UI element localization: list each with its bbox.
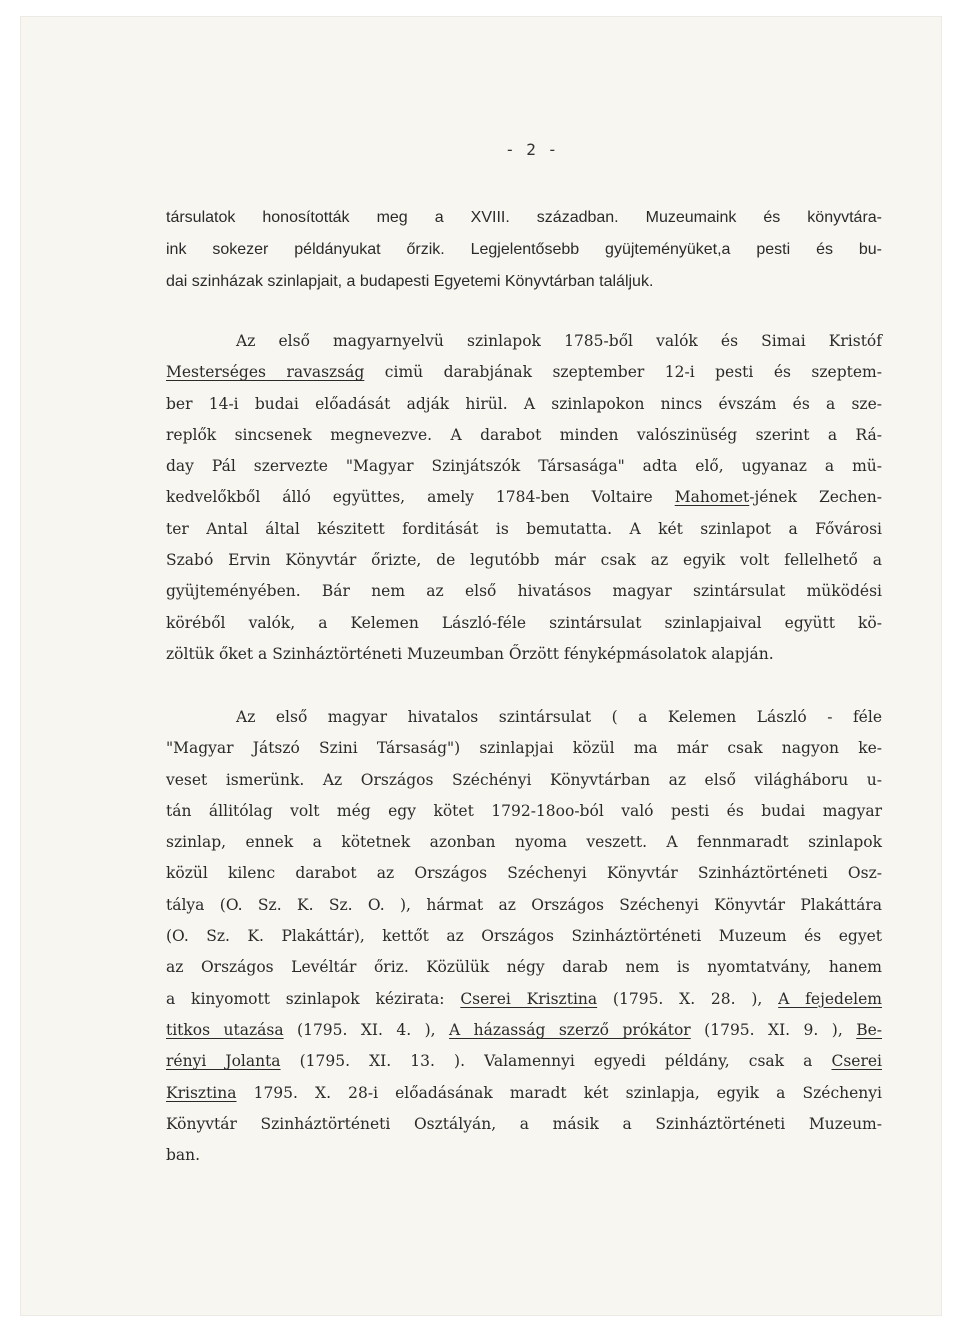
text-line: dai szinházak szinlapjait, a budapesti Egyetemi Könyvtárban találjuk.: [166, 273, 654, 290]
paragraph-1: [166, 202, 882, 298]
play-title-underlined: A házasság szerző prókátor: [449, 1020, 691, 1039]
play-title-underlined: A fejedelem: [778, 989, 882, 1008]
text-line: közül kilenc darabot az Országos Széchenyi Könyvtár Szinháztörténeti Osz-: [166, 864, 882, 883]
text-line: Könyvtár Szinháztörténeti Osztályán, a másik a Szinháztörténeti Muzeum-: [166, 1114, 882, 1133]
text-line: Az első magyarnyelvü szinlapok 1785-ből valók és Simai Kristóf: [236, 332, 882, 350]
text-line: zöltük őket a Szinháztörténeti Muzeumban Őrzött fényképmásolatok alapján.: [166, 644, 774, 663]
paragraph-2: [166, 326, 882, 670]
paragraph-3: [166, 702, 882, 1171]
text-line: veset ismerünk. Az Országos Széchényi Könyvtárban az első világháboru u-: [166, 770, 882, 789]
play-title-underlined: titkos utazása: [166, 1020, 284, 1039]
text-line: a kinyomott szinlapok kézirata: Cserei Krisztina (1795. X. 28. ), A fejedelem: [166, 989, 882, 1008]
play-title-underlined: Mahomet: [674, 488, 750, 507]
text-line: ter Antal által készitett forditását is bemutatta. A két szinlapot a Fővárosi: [166, 519, 882, 538]
text-line: tálya (O. Sz. K. Sz. O. ), hármat az Országos Széchenyi Könyvtár Plakáttára: [166, 895, 882, 914]
play-title-underlined: rényi Jolanta: [166, 1052, 281, 1071]
text-line: "Magyar Játszó Szini Társaság") szinlapjai közül ma már csak nagyon ke-: [166, 739, 882, 758]
text-line: Szabó Ervin Könyvtár őrizte, de legutóbb már csak az egyik volt fellelhető a: [166, 551, 882, 570]
text-line: ban.: [166, 1146, 201, 1165]
play-title-underlined: Be-: [856, 1020, 882, 1039]
text-line: replők sincsenek megnevezve. A darabot minden valószinüség szerint a Rá-: [166, 425, 882, 444]
text-line: tán állitólag volt még egy kötet 1792-18oo-ból való pesti és budai magyar: [166, 801, 882, 820]
text-line: kedvelőkből álló együttes, amely 1784-ben Voltaire Mahomet-jének Zechen-: [166, 488, 882, 507]
text-line: Mesterséges ravaszság cimü darabjának szeptember 12-i pesti és szeptem-: [166, 363, 882, 382]
play-title-underlined: Cserei Krisztina: [460, 989, 598, 1008]
text-line: szinlap, ennek a kötetnek azonban nyoma veszett. A fennmaradt szinlapok: [166, 833, 882, 852]
text-line: gyüjteményében. Bár nem az első hivatásos magyar szintársulat müködési: [166, 582, 882, 601]
text-line: az Országos Levéltár őriz. Közülük négy darab nem is nyomtatvány, hanem: [166, 958, 882, 977]
text-line: köréből valók, a Kelemen László-féle szintársulat szinlapjaival együtt kö-: [166, 613, 882, 632]
text-line: Krisztina 1795. X. 28-i előadásának maradt két szinlapja, egyik a Széchenyi: [166, 1083, 882, 1102]
text-line: Az első magyar hivatalos szintársulat ( a Kelemen László - féle: [236, 708, 882, 726]
play-title-underlined: Mesterséges ravaszság: [166, 363, 365, 382]
play-title-underlined: Krisztina: [166, 1083, 237, 1102]
text-line: (O. Sz. K. Plakáttár), kettőt az Országos Szinháztörténeti Muzeum és egyet: [166, 927, 882, 946]
text-line: ber 14-i budai előadását adják hirül. A szinlapokon nincs évszám és a sze-: [166, 394, 882, 413]
text-line: titkos utazása (1795. XI. 4. ), A házasság szerző prókátor (1795. XI. 9. ), Be-: [166, 1020, 882, 1039]
page-number: - 2 -: [505, 140, 559, 159]
play-title-underlined: Cserei: [831, 1052, 882, 1071]
text-line: day Pál szervezte "Magyar Szinjátszók Társasága" adta elő, ugyanaz a mü-: [166, 457, 882, 476]
text-line: rényi Jolanta (1795. XI. 13. ). Valamennyi egyedi példány, csak a Cserei: [166, 1052, 882, 1071]
text-line: társulatok honosították meg a XVIII. században. Muzeumaink és könyvtára-: [166, 209, 882, 226]
text-line: ink sokezer példányukat őrzik. Legjelentősebb gyüjteményüket,a pesti és bu-: [166, 241, 882, 258]
